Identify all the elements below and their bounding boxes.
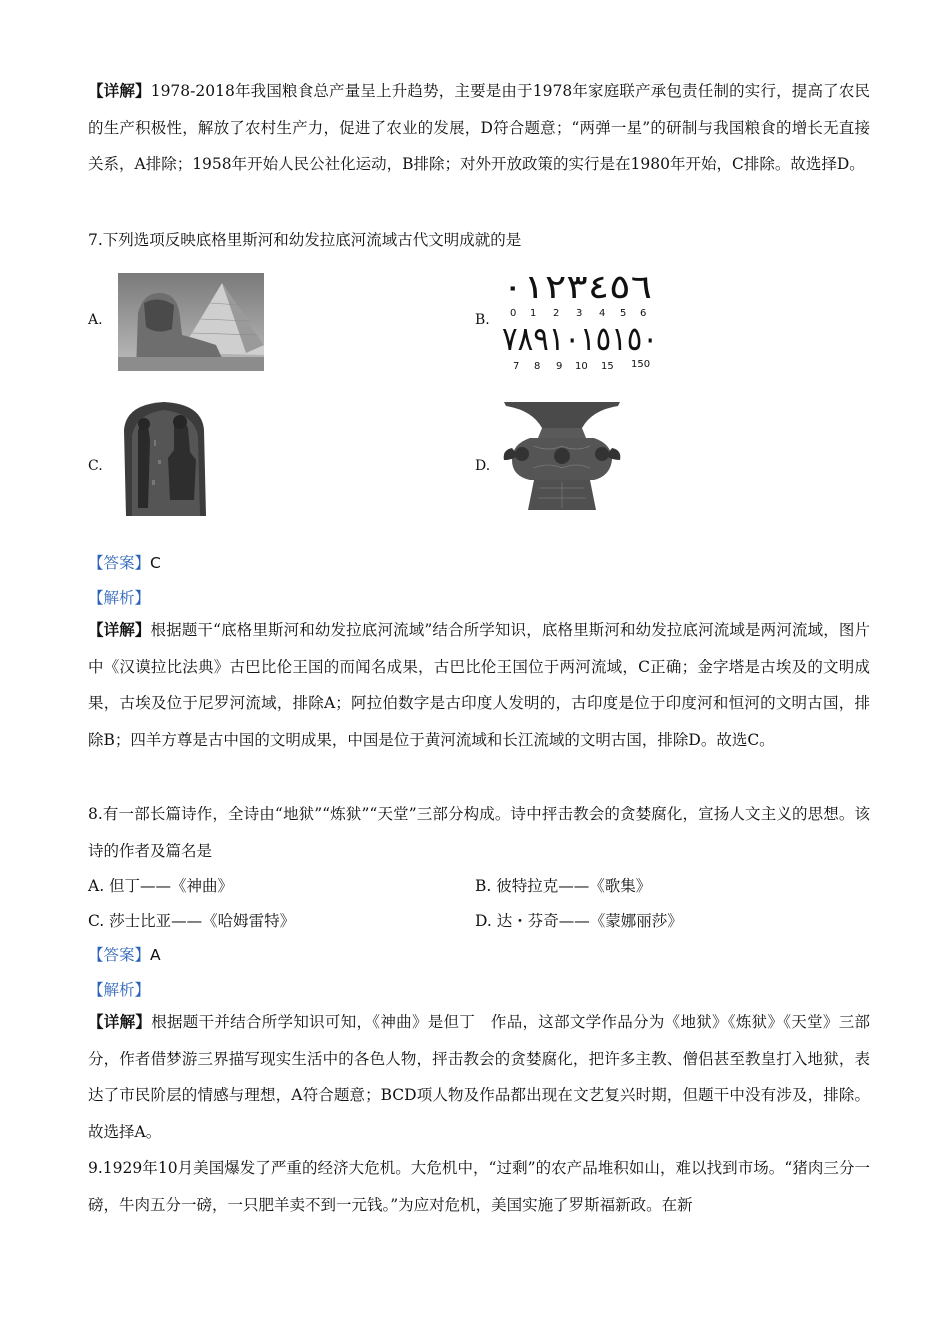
q8-answer-label: 【答案】 <box>88 946 151 964</box>
q7-analysis-label: 【解析】 <box>88 589 151 607</box>
q7-explanation <box>88 612 870 758</box>
q8-option-d: D. 达・芬奇——《蒙娜丽莎》 <box>475 912 683 930</box>
q7-stem: 7.下列选项反映底格里斯河和幼发拉底河流域古代文明成就的是 <box>88 231 522 249</box>
q8-answer-value: A <box>150 946 161 964</box>
numerals-row2-digit: 7 <box>513 361 520 372</box>
four-ram-zun-image <box>500 398 624 517</box>
numerals-row1-digit: 0 <box>510 308 517 319</box>
q8-explain-text: 根据题干并结合所学知识可知，《神曲》是但丁 作品，这部文学作品分为《地狱》《炼狱》《天堂》三部分，作者借梦游三界描写现实生活中的各色人物，抨击教会的贪婪腐化，把许多主教、僧侣甚至教皇打入地狱，表达了市民阶层的情感与理想，A符合题意；BCD项人物及作品都出现在文艺复兴时期，但题干中没有涉及，排除。故选择A。 <box>88 1013 870 1141</box>
numerals-row1-digit: 5 <box>620 308 627 319</box>
q8-option-a: A. 但丁——《神曲》 <box>88 877 234 895</box>
q8-explanation <box>88 1004 870 1150</box>
q9-stem: 9.1929年10月美国爆发了严重的经济大危机。大危机中，“过剩”的农产品堆积如山，难以找到市场。“猪肉三分一磅，牛肉五分一磅，一只肥羊卖不到一元钱。”为应对危机，美国实施了罗斯福新政。在新 <box>88 1159 870 1214</box>
q7-option-a-label: A. <box>88 312 103 328</box>
q8-stem: 8.有一部长篇诗作，全诗由“地狱”“炼狱”“天堂”三部分构成。诗中抨击教会的贪婪腐化，宣扬人文主义的思想。该诗的作者及篇名是 <box>88 805 870 860</box>
numerals-row2-digit: 15 <box>601 361 614 372</box>
numerals-row1-digit: 2 <box>553 308 560 319</box>
sphinx-pyramid-image <box>118 273 264 375</box>
numerals-row2-digit: 150 <box>631 359 651 370</box>
q8-option-b: B. 彼特拉克——《歌集》 <box>475 877 652 895</box>
q6-explanation <box>88 73 870 183</box>
q7-answer-label: 【答案】 <box>88 554 151 572</box>
q7-explain-label: 【详解】 <box>88 620 151 639</box>
numerals-row1-digit: 6 <box>640 308 647 319</box>
q8-explain-label: 【详解】 <box>88 1012 152 1031</box>
hammurabi-stele-image <box>118 400 210 522</box>
q8-option-c: C. 莎士比亚——《哈姆雷特》 <box>88 912 296 930</box>
numerals-row2-digit: 8 <box>534 361 541 372</box>
q7-answer-value: C <box>150 554 161 572</box>
q8-analysis-label: 【解析】 <box>88 981 151 999</box>
numerals-row1-digit: 1 <box>530 308 537 319</box>
numerals-row2-digit: 9 <box>556 361 563 372</box>
numerals-row1-digit: 4 <box>599 308 606 319</box>
q7-answer-line <box>88 551 161 573</box>
q7-option-b-label: B. <box>475 312 490 328</box>
numerals-row1-digit: 3 <box>576 308 583 319</box>
q6-explain-text: 1978-2018年我国粮食总产量呈上升趋势，主要是由于1978年家庭联产承包责任制的实行，提高了农民的生产积极性，解放了农村生产力，促进了农业的发展，D符合题意；“两弹一星”的研制与我国粮食的增长无直接关系，A排除；1958年开始人民公社化运动，B排除；对外开放政策的实行是在1980年开始，C排除。故选择D。 <box>88 82 870 173</box>
arabic-numerals-image <box>500 268 662 380</box>
q7-explain-text: 根据题干“底格里斯河和幼发拉底河流域”结合所学知识，底格里斯河和幼发拉底河流域是两河流域，图片中《汉谟拉比法典》古巴比伦王国的而闻名成果，古巴比伦王国位于两河流域，C正确；金字塔是古埃及的文明成果，古埃及位于尼罗河流域，排除A；阿拉伯数字是古印度人发明的，古印度是位于印度河和恒河的文明古国，排除B；四羊方尊是古中国的文明成果，中国是位于黄河流域和长江流域的文明古国，排除D。故选C。 <box>88 621 870 749</box>
q7-option-c-label: C. <box>88 458 103 474</box>
numerals-row2-glyphs: ٧٨٩١٠١٥١٥٠ <box>502 319 658 358</box>
numerals-row2-digit: 10 <box>575 361 588 372</box>
q6-explain-label: 【详解】 <box>88 81 151 100</box>
numerals-row1-glyphs: ٠١٢٣٤٥٦ <box>502 268 652 306</box>
q7-option-d-label: D. <box>475 458 491 474</box>
q8-answer-line <box>88 943 161 965</box>
